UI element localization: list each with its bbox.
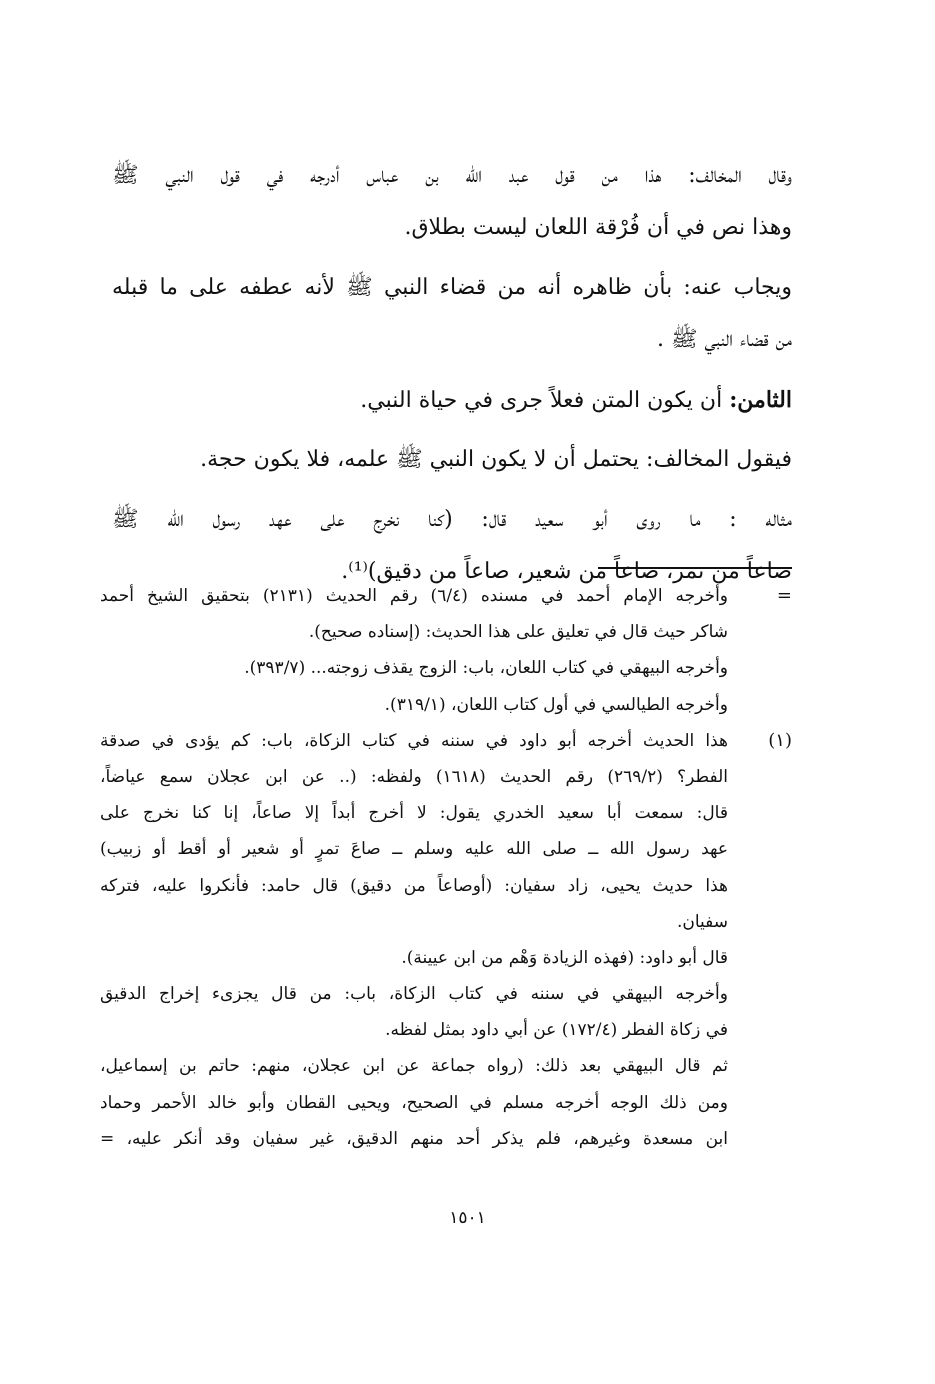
footnotes: [100, 578, 792, 1157]
text-line: من قضاء النبي ﷺ .: [656, 327, 792, 352]
footnote-line: قال: سمعت أبا سعيد الخدري يقول: لا أخرج أبداً إلا صاعاً، إنا كنا نخرج على: [100, 803, 728, 824]
section-lead: الثامن:: [729, 387, 792, 413]
footnote-line: الفطر؟ (٢٦٩/٢) رقم الحديث (١٦١٨) ولفظه: (.. عن ابن عجلان سمع عياضاً،: [100, 766, 728, 787]
text-line: وقال المخالف: هذا من قول عبد الله بن عباس أدرجه في قول النبي ﷺ: [112, 163, 792, 188]
text-line: مثاله : ما روى أبو سعيد قال: (كنا نخرج على عهد رسول الله ﷺ: [112, 507, 792, 532]
text-line: وهذا نص في أن فُرْقة اللعان ليست بطلاق.: [404, 215, 792, 240]
text-line: ويجاب عنه: بأن ظاهره أنه من قضاء النبي ﷺ لأنه عطفه على ما قبله: [112, 275, 792, 300]
footnote-line: عهد رسول الله ــ صلى الله عليه وسلم ــ صاعَ تمرٍ أو شعير أو أقط أو زبيب): [100, 839, 728, 860]
footnote-line: هذا الحديث أخرجه أبو داود في سننه في كتاب الزكاة، باب: كم يؤدى في صدقة: [100, 730, 728, 751]
footnote-1: [100, 723, 792, 1157]
footnote-line: في زكاة الفطر (١٧٢/٤) عن أبي داود بمثل لفظه.: [385, 1020, 728, 1041]
footnote-divider: [598, 567, 792, 569]
footnote-marker: (١): [768, 729, 792, 751]
text-line: [112, 374, 792, 426]
footnote-line: قال أبو داود: (فهذه الزيادة وَهْم من ابن عيينة).: [401, 947, 728, 968]
main-text: [112, 150, 792, 598]
paragraph: [112, 150, 792, 254]
footnote-line: ابن مسعدة وغيرهم، فلم يذكر أحد منهم الدقيق، غير سفيان وقد أنكر عليه، =: [100, 1128, 728, 1149]
text-segment: أن يكون المتن فعلاً جرى في حياة النبي.: [360, 388, 723, 413]
footnote-line: وأخرجه البيهقي في سننه في كتاب الزكاة، باب: من قال يجزىء إخراج الدقيق: [100, 984, 728, 1005]
text-line: صاعاً من تمر، صاعاً من شعير، صاعاً من دقيق)⁽¹⁾.: [341, 559, 792, 584]
footnote-continued: [100, 578, 792, 723]
footnote-line: هذا حديث يحيى، زاد سفيان: (أوصاعاً من دقيق) قال حامد: فأنكروا عليه، فتركه: [100, 875, 728, 896]
text-line: فيقول المخالف: يحتمل أن لا يكون النبي ﷺ علمه، فلا يكون حجة.: [200, 447, 792, 472]
footnote-marker: =: [776, 585, 792, 606]
page-number: ١٥٠١: [449, 1208, 486, 1228]
footnote-line: ثم قال البيهقي بعد ذلك: (رواه جماعة عن ابن عجلان، منهم: حاتم بن إسماعيل،: [100, 1056, 728, 1077]
paragraph: [112, 262, 792, 366]
paragraph: [112, 434, 792, 486]
footnote-line: ومن ذلك الوجه أخرجه مسلم في الصحيح، ويحيى القطان وأبو خالد الأحمر وحماد: [100, 1092, 728, 1113]
footnote-line: وأخرجه البيهقي في كتاب اللعان، باب: الزوج يقذف زوجته... (٣٩٣/٧).: [244, 658, 728, 679]
paragraph: [112, 374, 792, 426]
footnote-line: وأخرجه الطيالسي في أول كتاب اللعان، (٣١٩/١).: [384, 694, 728, 715]
footnote-line: وأخرجه الإمام أحمد في مسنده (٦/٤) رقم الحديث (٢١٣١) بتحقيق الشيخ أحمد: [100, 586, 728, 606]
footnote-line: شاكر حيث قال في تعليق على هذا الحديث: (إسناده صحيح).: [308, 622, 728, 643]
footnote-line: سفيان.: [676, 911, 728, 932]
